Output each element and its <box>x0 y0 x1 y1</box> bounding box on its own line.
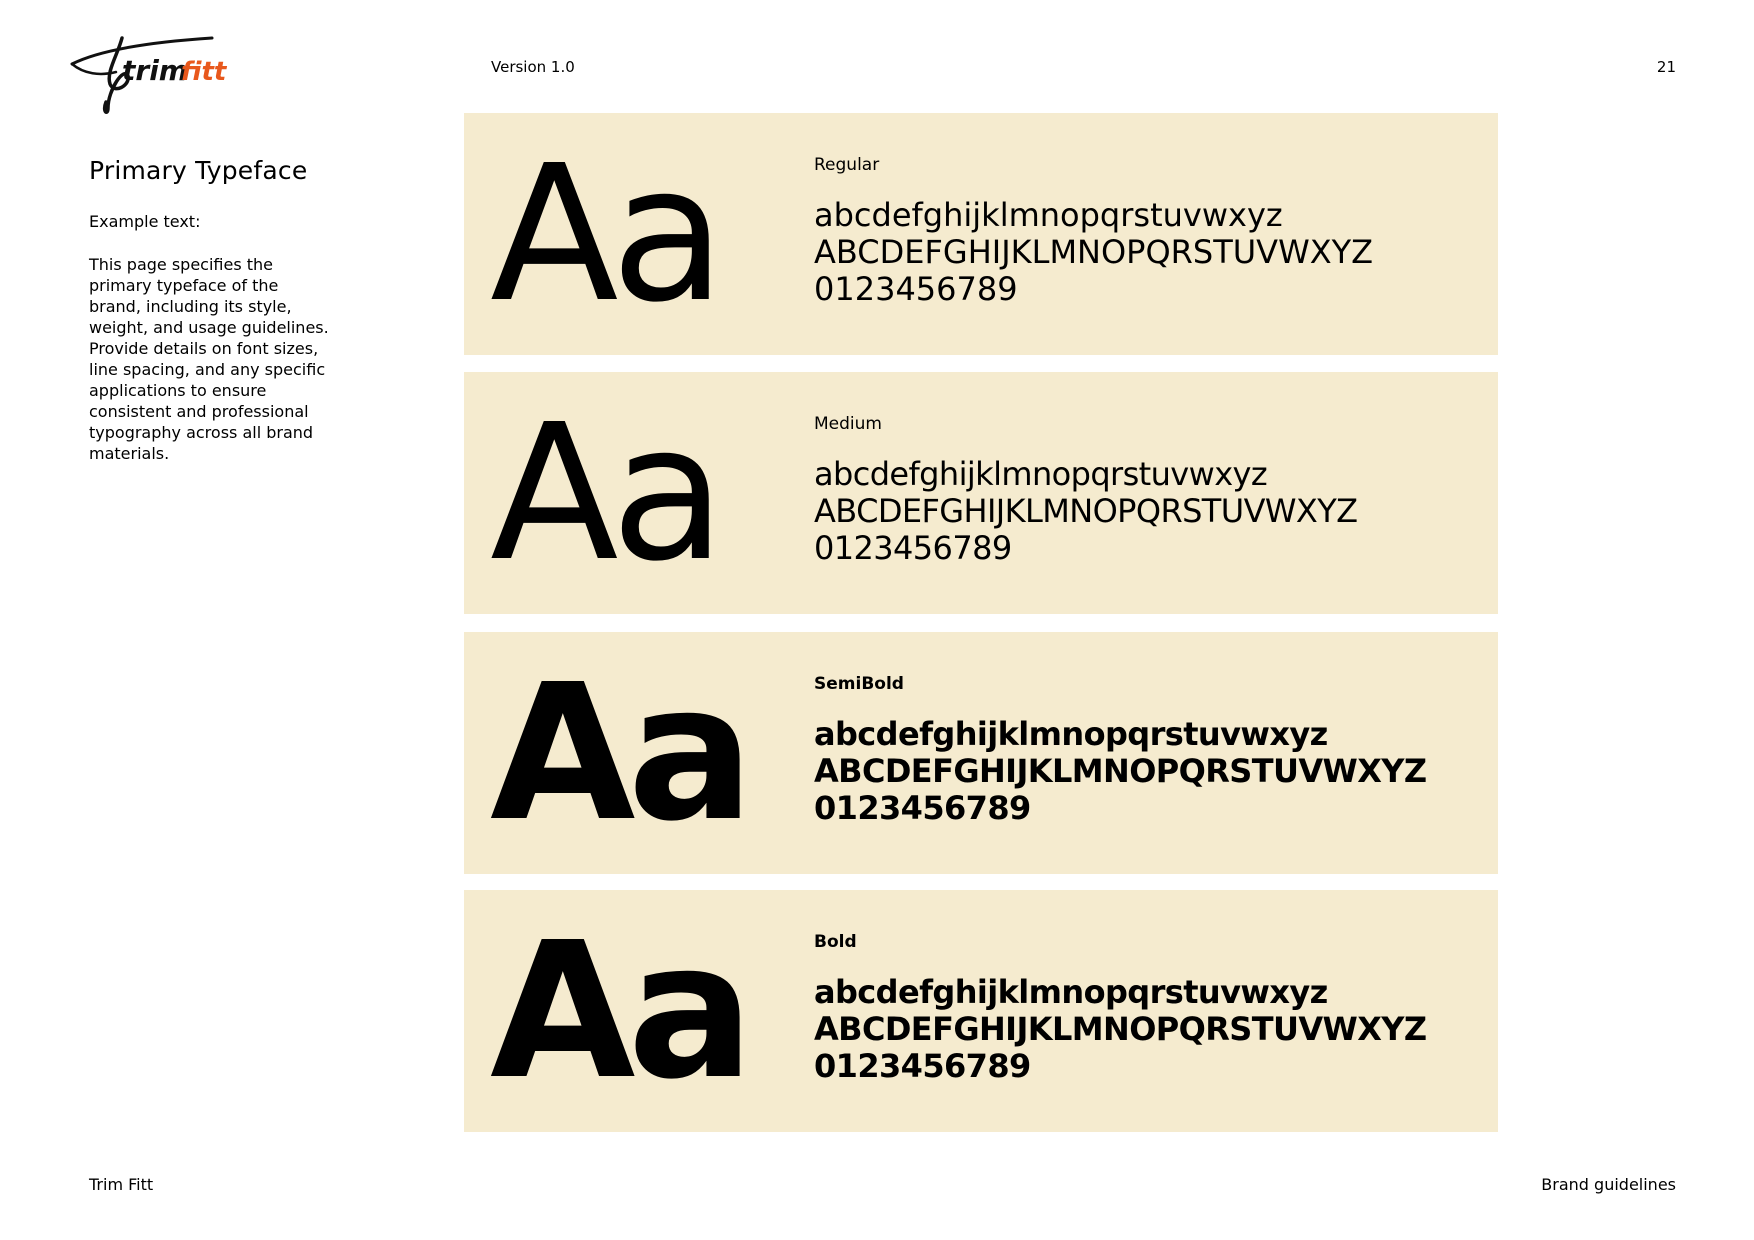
page-title: Primary Typeface <box>89 156 308 185</box>
lowercase-glyphs: abcdefghijklmnopqrstuvwxyz <box>814 973 1328 1011</box>
svg-text:fitt: fitt <box>181 57 227 87</box>
typeface-panel-medium <box>464 372 1498 614</box>
uppercase-glyphs: ABCDEFGHIJKLMNOPQRSTUVWXYZ <box>814 233 1374 271</box>
lowercase-glyphs: abcdefghijklmnopqrstuvwxyz <box>814 196 1283 234</box>
specimen-aa: Aa <box>490 384 718 603</box>
digit-glyphs: 0123456789 <box>814 529 1012 567</box>
typeface-panel-regular <box>464 113 1498 355</box>
lowercase-glyphs: abcdefghijklmnopqrstuvwxyz <box>814 715 1328 753</box>
weight-label: Regular <box>814 155 880 175</box>
glyph-set <box>814 456 1358 567</box>
footer-document-title: Brand guidelines <box>1541 1175 1676 1194</box>
glyph-set <box>814 716 1426 827</box>
trimfitt-logo <box>70 32 230 116</box>
uppercase-glyphs: ABCDEFGHIJKLMNOPQRSTUVWXYZ <box>814 1010 1427 1048</box>
weight-label: Medium <box>814 414 882 434</box>
example-text-label: Example text: <box>89 212 201 231</box>
weight-label: SemiBold <box>814 674 904 694</box>
specimen-aa: Aa <box>490 644 747 863</box>
uppercase-glyphs: ABCDEFGHIJKLMNOPQRSTUVWXYZ <box>814 752 1427 790</box>
typeface-panel-bold <box>464 890 1498 1132</box>
page-number: 21 <box>1656 58 1676 76</box>
uppercase-glyphs: ABCDEFGHIJKLMNOPQRSTUVWXYZ <box>814 492 1358 530</box>
specimen-aa: Aa <box>490 902 747 1121</box>
footer-brand-name: Trim Fitt <box>89 1175 154 1194</box>
specimen-aa: Aa <box>490 125 718 344</box>
digit-glyphs: 0123456789 <box>814 270 1018 308</box>
svg-text:trim: trim <box>122 54 188 87</box>
version-label: Version 1.0 <box>491 58 575 76</box>
digit-glyphs: 0123456789 <box>814 789 1031 827</box>
glyph-set <box>814 974 1426 1085</box>
description-text: This page specifies the primary typeface of the brand, including its style, weight, and usage guidelines. Provide details on font sizes, line spacing, and any specific applications to ensure consistent and professional typography across all brand materials. <box>89 255 329 463</box>
digit-glyphs: 0123456789 <box>814 1047 1031 1085</box>
weight-label: Bold <box>814 932 857 952</box>
glyph-set <box>814 197 1373 308</box>
lowercase-glyphs: abcdefghijklmnopqrstuvwxyz <box>814 455 1268 493</box>
typeface-panel-semibold <box>464 632 1498 874</box>
